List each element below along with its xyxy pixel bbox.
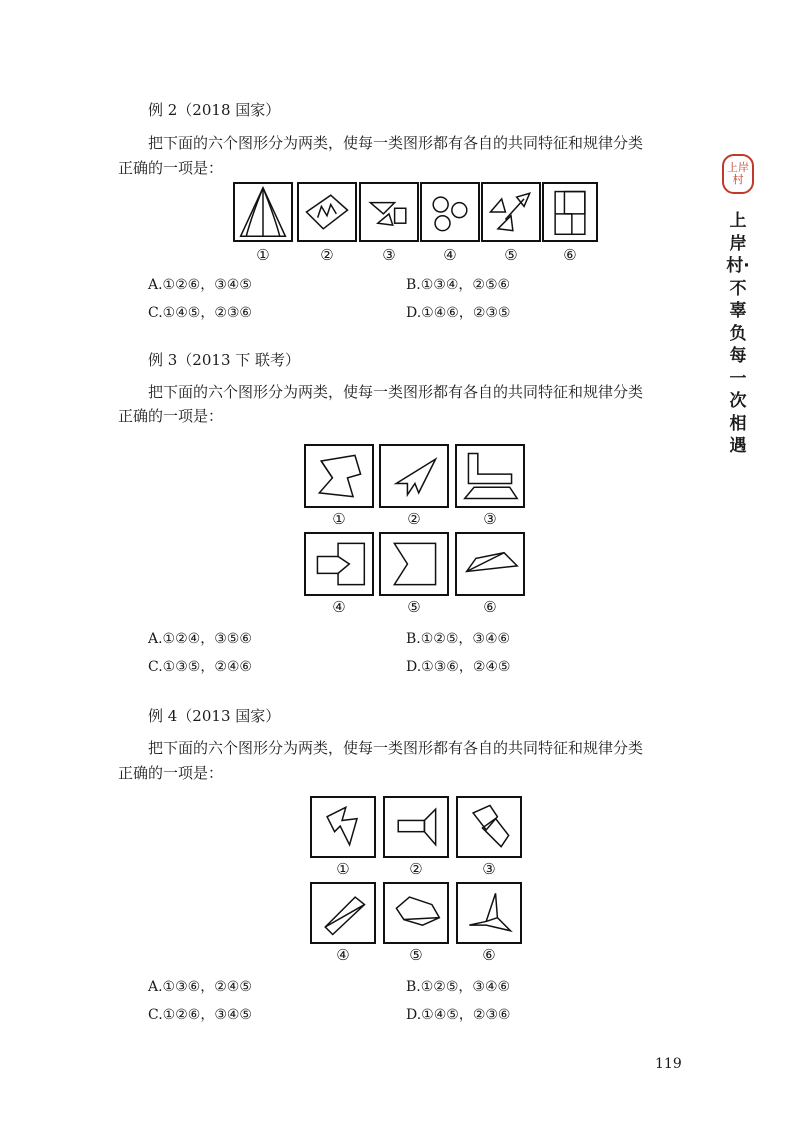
option-b[interactable]: B.①③④，②⑤⑥ bbox=[406, 277, 511, 293]
fig-number: ③ bbox=[483, 510, 497, 528]
option-d[interactable]: D.①③⑥，②④⑤ bbox=[406, 659, 511, 675]
option-c[interactable]: C.①④⑤，②③⑥ bbox=[148, 305, 252, 321]
figure-nested-rects bbox=[542, 182, 598, 242]
figure-folded-quad bbox=[304, 444, 374, 508]
fig-number: ⑥ bbox=[482, 946, 496, 964]
fig-number: ⑤ bbox=[409, 946, 423, 964]
option-a[interactable]: A.①②⑥，③④⑤ bbox=[148, 277, 252, 293]
option-b[interactable]: B.①②⑤，③④⑥ bbox=[406, 631, 511, 647]
figure-bolt-shape bbox=[310, 796, 376, 858]
example-2-prompt: 把下面的六个图形分为两类，使每一类图形都有各自的共同特征和规律分类 bbox=[148, 134, 644, 152]
example-4-heading: 例 4（2013 国家） bbox=[148, 707, 281, 725]
option-a[interactable]: A.①②④，③⑤⑥ bbox=[148, 631, 252, 647]
example-4-prompt-cont: 正确的一项是： bbox=[118, 764, 224, 782]
example-2-prompt-cont: 正确的一项是： bbox=[118, 159, 224, 177]
figure-triangle-lines bbox=[233, 182, 293, 242]
option-d[interactable]: D.①④⑤，②③⑥ bbox=[406, 1007, 511, 1023]
fig-number: ② bbox=[409, 860, 423, 878]
fig-number: ⑤ bbox=[504, 246, 518, 264]
fig-number: ⑥ bbox=[483, 598, 497, 616]
page-number: 119 bbox=[655, 1056, 682, 1072]
fig-number: ⑤ bbox=[407, 598, 421, 616]
fig-number: ① bbox=[256, 246, 270, 264]
fig-number: ③ bbox=[482, 860, 496, 878]
figure-parallelogram bbox=[310, 882, 376, 944]
example-3-prompt: 把下面的六个图形分为两类，使每一类图形都有各自的共同特征和规律分类 bbox=[148, 383, 644, 401]
figure-arrow-triangles bbox=[481, 182, 541, 242]
fig-number: ④ bbox=[336, 946, 350, 964]
seal-logo: 上岸村 bbox=[722, 154, 754, 194]
option-a[interactable]: A.①③⑥，②④⑤ bbox=[148, 979, 252, 995]
example-2-heading: 例 2（2018 国家） bbox=[148, 101, 281, 119]
fig-number: ② bbox=[320, 246, 334, 264]
example-3-heading: 例 3（2013 下 联考） bbox=[148, 351, 301, 369]
fig-number: ④ bbox=[332, 598, 346, 616]
figure-thin-quad bbox=[455, 532, 525, 596]
fig-number: ① bbox=[336, 860, 350, 878]
option-c[interactable]: C.①③⑤，②④⑥ bbox=[148, 659, 252, 675]
figure-three-circles bbox=[420, 182, 480, 242]
example-4-prompt: 把下面的六个图形分为两类，使每一类图形都有各自的共同特征和规律分类 bbox=[148, 739, 644, 757]
option-d[interactable]: D.①④⑥，②③⑤ bbox=[406, 305, 511, 321]
figure-diamond-m bbox=[297, 182, 357, 242]
option-c[interactable]: C.①②⑥，③④⑤ bbox=[148, 1007, 252, 1023]
figure-hexagon bbox=[383, 882, 449, 944]
fig-number: ③ bbox=[382, 246, 396, 264]
figure-funnel bbox=[383, 796, 449, 858]
sidebar-slogan: 上岸村·不辜负每一次相遇 bbox=[726, 211, 750, 456]
figure-notched-rect bbox=[304, 532, 374, 596]
option-b[interactable]: B.①②⑤，③④⑥ bbox=[406, 979, 511, 995]
fig-number: ④ bbox=[443, 246, 457, 264]
figure-pentagons bbox=[456, 796, 522, 858]
figure-triangles-rect bbox=[359, 182, 419, 242]
fig-number: ① bbox=[332, 510, 346, 528]
figure-spike bbox=[456, 882, 522, 944]
fig-number: ② bbox=[407, 510, 421, 528]
fig-number: ⑥ bbox=[563, 246, 577, 264]
example-3-prompt-cont: 正确的一项是： bbox=[118, 407, 224, 425]
figure-arrowhead bbox=[379, 444, 449, 508]
figure-l-trapezoid bbox=[455, 444, 525, 508]
figure-square-notch bbox=[379, 532, 449, 596]
